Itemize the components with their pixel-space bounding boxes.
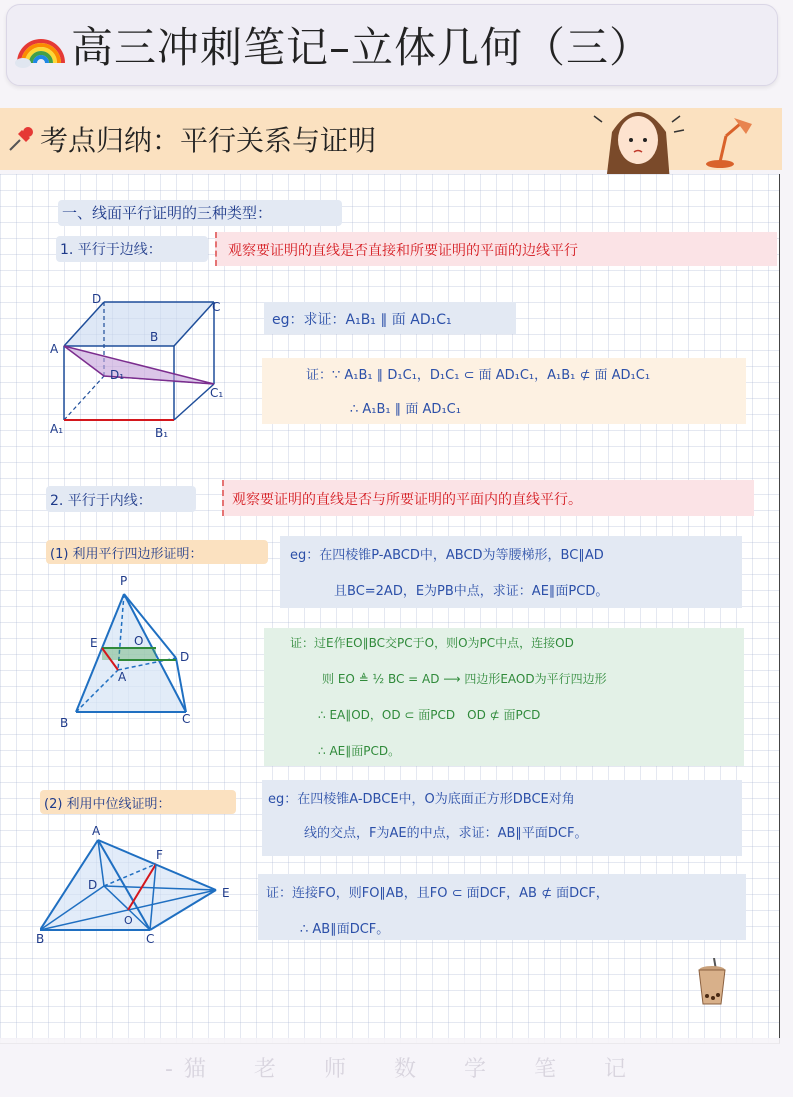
watermark <box>0 1038 793 1097</box>
type2-observe: 观察要证明的直线是否与所要证明的平面内的直线平行。 <box>232 492 582 508</box>
pyr-label-p: P <box>120 574 128 588</box>
sub1-eg2: 且BC=2AD，E为PB中点，求证：AE∥面PCD。 <box>334 584 609 599</box>
p2-label-e: E <box>222 886 230 900</box>
cube-figure <box>40 288 240 444</box>
type2-label: 2. 平行于内线： <box>50 493 152 509</box>
watermark-char: 数 <box>393 1057 418 1082</box>
type1-proof1: 证：∵ A₁B₁ ∥ D₁C₁，D₁C₁ ⊂ 面 AD₁C₁，A₁B₁ ⊄ 面 AD₁C₁ <box>306 368 651 383</box>
sub1-proof3: ∴ EA∥OD，OD ⊂ 面PCD OD ⊄ 面PCD <box>318 708 541 722</box>
pyr-label-c: C <box>182 712 191 726</box>
pyr-label-d: D <box>180 650 190 664</box>
p2-label-f: F <box>156 848 163 862</box>
pyramid2-figure <box>40 826 230 946</box>
type1-observe: 观察要证明的直线是否直接和所要证明的平面的边线平行 <box>228 243 578 259</box>
cube-label-d: D <box>92 292 102 306</box>
section-title: 考点归纳：平行关系与证明 <box>40 124 377 157</box>
sub2-label: (2) 利用中位线证明： <box>44 797 171 812</box>
sub1-label: (1) 利用平行四边形证明： <box>50 547 203 562</box>
watermark-char: - 猫 <box>164 1057 208 1082</box>
cube-label-c1: C₁ <box>210 386 224 400</box>
pyr-label-e: E <box>90 636 98 650</box>
p2-label-a: A <box>92 824 101 838</box>
sub2-eg1: eg：在四棱锥A-DBCE中，O为底面正方形DBCE对角 <box>268 792 575 807</box>
pyr-label-o: O <box>134 634 144 648</box>
sub2-proof2: ∴ AB∥面DCF。 <box>300 922 390 937</box>
type1-eg: eg：求证：A₁B₁ ∥ 面 AD₁C₁ <box>272 312 452 328</box>
rainbow-icon <box>15 19 67 71</box>
cube-label-a: A <box>50 342 59 356</box>
pyr-label-a: A <box>118 670 127 684</box>
pushpin-icon <box>6 124 36 154</box>
sub1-eg1: eg：在四棱锥P-ABCD中，ABCD为等腰梯形，BC∥AD <box>290 548 604 563</box>
type1-proof2: ∴ A₁B₁ ∥ 面 AD₁C₁ <box>350 402 461 417</box>
p2-label-b: B <box>36 932 45 946</box>
watermark-char: 学 <box>463 1057 488 1082</box>
sub2-proof1: 证：连接FO，则FO∥AB，且FO ⊂ 面DCF，AB ⊄ 面DCF， <box>266 886 609 901</box>
watermark-char: 笔 <box>533 1057 558 1082</box>
watermark-char: 老 <box>253 1057 278 1082</box>
bubble-tea-icon <box>694 958 730 1006</box>
p2-label-o: O <box>124 914 133 927</box>
title-bar <box>6 4 778 86</box>
cube-label-b1: B₁ <box>155 426 169 440</box>
sub1-proof4: ∴ AE∥面PCD。 <box>318 744 401 758</box>
cube-label-c: C <box>212 300 221 314</box>
p2-label-c: C <box>146 932 155 946</box>
cube-label-d1: D₁ <box>110 368 125 382</box>
sub2-eg2: 线的交点，F为AE的中点，求证：AB∥平面DCF。 <box>304 826 588 841</box>
cube-label-b: B <box>150 330 159 344</box>
cube-label-a1: A₁ <box>50 422 64 436</box>
desk-lamp-icon <box>700 114 756 170</box>
watermark-char: 记 <box>604 1057 629 1082</box>
p2-label-d: D <box>88 878 98 892</box>
sub1-proof2: 则 EO ≜ ½ BC = AD ⟶ 四边形EAOD为平行四边形 <box>322 672 607 686</box>
heading1: 一、线面平行证明的三种类型： <box>62 204 273 222</box>
watermark-char: 师 <box>323 1057 348 1082</box>
pyr-label-b: B <box>60 716 69 730</box>
sub1-proof1: 证：过E作EO∥BC交PC于O，则O为PC中点，连接OD <box>290 636 574 650</box>
type1-label: 1. 平行于边线： <box>60 242 162 258</box>
page-title: 高三冲刺笔记–立体几何（三） <box>71 23 653 72</box>
